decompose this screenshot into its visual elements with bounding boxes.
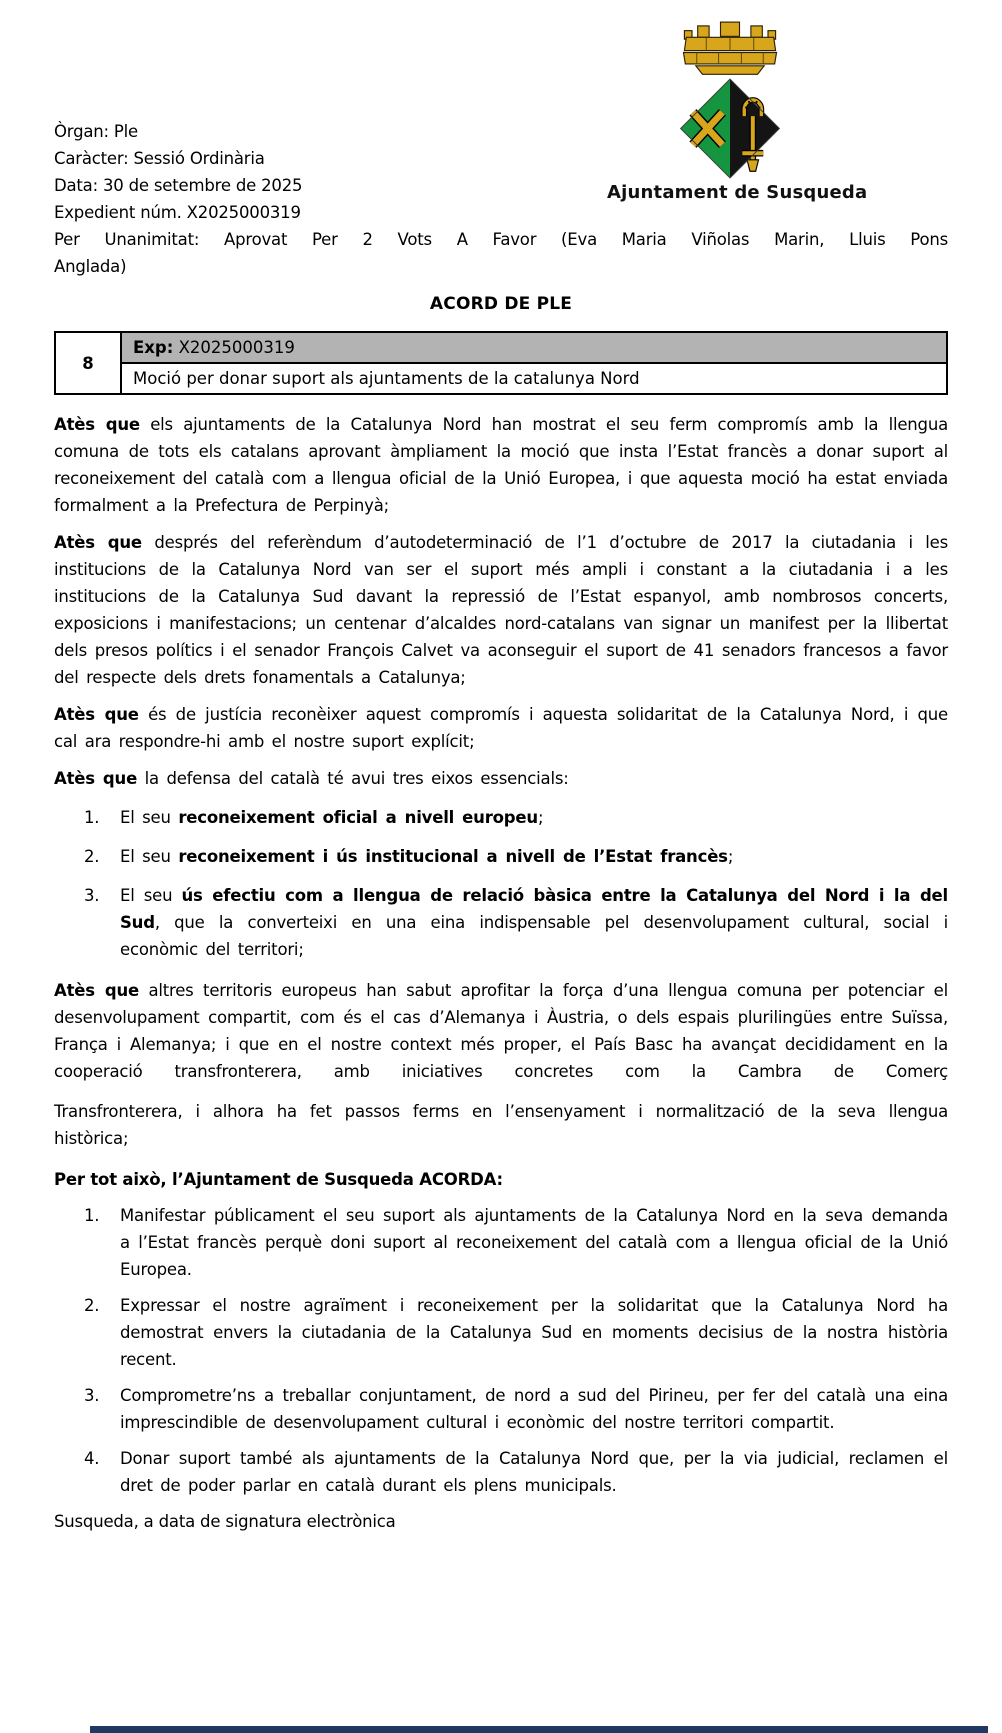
paragraph-ates-4 xyxy=(54,765,948,792)
list-item xyxy=(54,882,948,963)
list-item xyxy=(54,804,948,831)
paragraph-lead: Atès que xyxy=(54,415,140,434)
meta-organ: Òrgan: Ple xyxy=(54,122,139,141)
coat-of-arms xyxy=(607,20,868,203)
list-item xyxy=(54,1445,948,1499)
list-marker: 2. xyxy=(84,1296,100,1315)
paragraph-ates-5 xyxy=(54,977,948,1085)
page-title: ACORD DE PLE xyxy=(429,294,573,314)
list-item-text: Donar suport també als ajuntaments de la Catalunya Nord que, per la via judicial, reclamen el dret de poder parlar en català durant els plens municipals. xyxy=(120,1449,948,1495)
signature-table-edge xyxy=(90,1726,988,1733)
agenda-subject: Moció per donar suport als ajuntaments de la catalunya Nord xyxy=(133,369,640,388)
item-post: ; xyxy=(537,808,544,827)
paragraph-text: Transfronterera, i alhora ha fet passos ferms en l’ensenyament i normalització de la seva llengua històrica; xyxy=(54,1102,948,1148)
list-item xyxy=(54,1382,948,1436)
paragraph-lead: Atès que xyxy=(54,981,139,1000)
crest-label: Ajuntament de Susqueda xyxy=(607,182,868,203)
list-item-text: Comprometre’ns a treballar conjuntament, de nord a sud del Pirineu, per fer del català una eina imprescindible de desenvolupament cultural i econòmic del nostre territori compartit. xyxy=(120,1386,948,1432)
list-marker: 1. xyxy=(84,1206,100,1225)
agenda-item-number: 8 xyxy=(55,332,121,394)
list-marker: 3. xyxy=(84,1386,100,1405)
closing-line: Susqueda, a data de signatura electrònica xyxy=(54,1512,396,1531)
agenda-exp-cell xyxy=(121,332,947,363)
item-bold: reconeixement i ús institucional a nivell de l’Estat francès xyxy=(178,847,728,866)
item-pre: El seu xyxy=(120,808,179,827)
list-item-text: Manifestar públicament el seu suport als ajuntaments de la Catalunya Nord en la seva demanda a l’Estat francès perquè doni suport al reconeixement del català com a llengua oficial de la Unió Europea. xyxy=(120,1206,948,1279)
paragraph-text: és de justícia reconèixer aquest compromís i aquesta solidaritat de la Catalunya Nord, i que cal ara respondre-hi amb el nostre suport explícit; xyxy=(54,705,948,751)
meta-approval-line2: Anglada) xyxy=(54,257,127,276)
item-bold: ús efectiu com a llengua de relació bàsica entre la Catalunya del Nord i la del Sud xyxy=(120,886,949,932)
paragraph-ates-3 xyxy=(54,701,948,755)
essentials-list xyxy=(54,804,948,963)
lozenge-shield-icon xyxy=(681,79,780,178)
meta-approval-line1: Per Unanimitat: Aprovat Per 2 Vots A Favor (Eva Maria Viñolas Marin, Lluis Pons xyxy=(54,230,948,249)
meta-expedient: Expedient núm. X2025000319 xyxy=(54,203,301,222)
acorda-heading: Per tot això, l’Ajuntament de Susqueda ACORDA: xyxy=(54,1170,503,1189)
list-item-text xyxy=(120,843,948,870)
agenda-table xyxy=(54,331,948,395)
paragraph-text: després del referèndum d’autodeterminació de l’1 d’octubre de 2017 la ciutadania i les institucions de la Catalunya Nord van ser el suport més ampli i constant a la ciutadania i a les institucions de la Catalunya Sud davant la repressió de l’Estat espanyol, amb nombrosos concerts, exposicions i manifestacions; un centenar d’alcaldes nord-catalans van signar un manifest per la llibertat dels presos polítics i el senador François Calvet va aconseguir el suport de 41 senadors francesos a favor del respecte dels drets fonamentals a Catalunya; xyxy=(54,533,948,687)
paragraph-text: altres territoris europeus han sabut aprofitar la força d’una llengua comuna per potenciar el desenvolupament compartit, com és el cas d’Alemanya i Àustria, o dels espais plurilingües entre Suïssa, França i Alemanya; i que en el nostre context més proper, el País Basc ha avançat decididament en la cooperació transfronterera, amb iniciatives concretes com la Cambra de Comerç xyxy=(54,981,948,1081)
item-pre: El seu xyxy=(120,847,179,866)
item-pre: El seu xyxy=(120,886,182,905)
agenda-exp-value: X2025000319 xyxy=(178,338,295,357)
list-item-text xyxy=(120,882,948,963)
list-marker: 3. xyxy=(84,886,100,905)
list-item xyxy=(54,843,948,870)
agenda-exp-label: Exp: xyxy=(133,338,174,357)
item-post: ; xyxy=(727,847,734,866)
list-item-text: Expressar el nostre agraïment i reconeixement per la solidaritat que la Catalunya Nord ha demostrat envers la ciutadania de la Catalunya Sud en moments decisius de la nostra història recent. xyxy=(120,1296,948,1369)
list-item xyxy=(54,1202,948,1283)
meta-date: Data: 30 de setembre de 2025 xyxy=(54,176,303,195)
list-item xyxy=(54,1292,948,1373)
paragraph-text: la defensa del català té avui tres eixos essencials: xyxy=(137,769,569,788)
coat-of-arms-icon xyxy=(654,20,806,180)
paragraph-lead: Atès que xyxy=(54,705,139,724)
paragraph-text: els ajuntaments de la Catalunya Nord han mostrat el seu ferm compromís amb la llengua comuna de tots els catalans aprovant àmpliament la moció que insta l’Estat francès a donar suport al reconeixement del català com a llengua oficial de la Unió Europea, i que aquesta moció ha estat enviada formalment a la Prefectura de Perpinyà; xyxy=(54,415,949,515)
list-marker: 1. xyxy=(84,808,100,827)
paragraph-ates-2 xyxy=(54,529,948,691)
list-marker: 2. xyxy=(84,847,100,866)
paragraph-lead: Atès que xyxy=(54,769,138,788)
paragraph-transfronterera xyxy=(54,1098,948,1152)
paragraph-lead: Atès que xyxy=(54,533,142,552)
paragraph-ates-1 xyxy=(54,411,948,519)
acorda-list xyxy=(54,1202,948,1499)
list-item-text xyxy=(120,804,948,831)
meta-character: Caràcter: Sessió Ordinària xyxy=(54,149,265,168)
item-post: , que la converteixi en una eina indispensable pel desenvolupament cultural, social i econòmic del territori; xyxy=(120,913,948,959)
item-bold: reconeixement oficial a nivell europeu xyxy=(178,808,538,827)
list-marker: 4. xyxy=(84,1449,100,1468)
